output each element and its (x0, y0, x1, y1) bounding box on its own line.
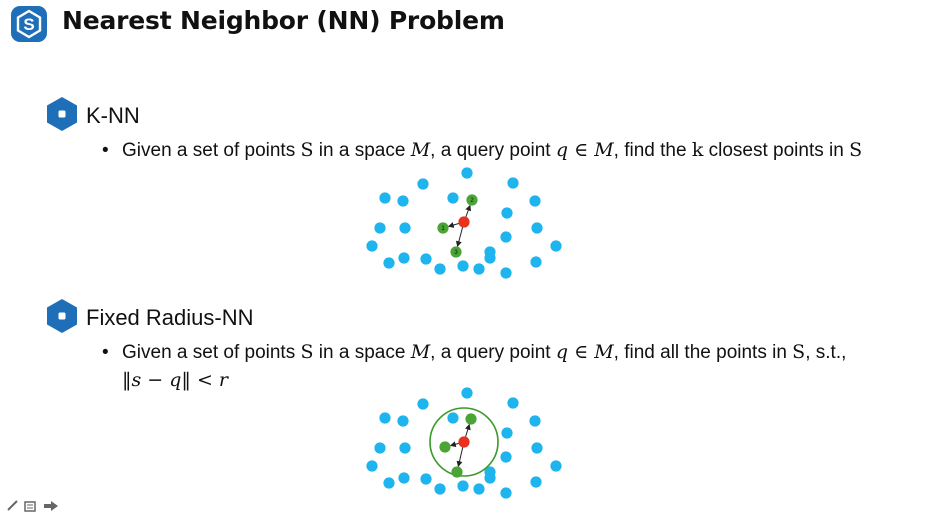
pen-icon[interactable] (8, 501, 17, 510)
data-point (550, 240, 561, 251)
neighbor-label: 3 (454, 250, 458, 257)
knn-bullet-text: • Given a set of points S in a space M, a query point q ∈ M, find the k closest points in S (102, 139, 863, 161)
data-point (484, 472, 495, 483)
knn-diagram (360, 165, 570, 280)
data-point (398, 472, 409, 483)
data-point (383, 477, 394, 488)
notes-icon[interactable] (25, 502, 35, 511)
data-point (529, 195, 540, 206)
section-heading-fixed-radius: Fixed Radius-NN (86, 305, 254, 330)
data-point (500, 267, 511, 278)
neighbor-point (465, 413, 476, 424)
data-point (531, 222, 542, 233)
neighbor-point (439, 441, 450, 452)
data-point (420, 253, 431, 264)
distance-condition: ‖s − q‖ < r (122, 369, 228, 391)
section-heading-knn: K-NN (86, 103, 140, 128)
data-point (398, 252, 409, 263)
data-point (374, 222, 385, 233)
data-point (531, 442, 542, 453)
data-point (417, 178, 428, 189)
data-point (500, 451, 511, 462)
data-point (457, 480, 468, 491)
neighbor-point (451, 466, 462, 477)
neighbor-label: 2 (470, 198, 474, 205)
data-point (366, 460, 377, 471)
data-point (383, 257, 394, 268)
slide-tools[interactable] (6, 498, 66, 512)
arrow-right-icon[interactable] (44, 501, 58, 511)
data-point (399, 222, 410, 233)
query-point (458, 436, 469, 447)
svg-text:S: S (23, 15, 35, 34)
data-point (500, 487, 511, 498)
data-point (379, 412, 390, 423)
data-point (374, 442, 385, 453)
data-point (461, 387, 472, 398)
data-point (447, 192, 458, 203)
data-point (530, 476, 541, 487)
query-point (458, 216, 469, 227)
data-point (529, 415, 540, 426)
data-point (507, 177, 518, 188)
frnn-bullet-text: • Given a set of points S in a space M, a query point q ∈ M, find all the points in S, s.t., (102, 341, 847, 363)
data-point (473, 263, 484, 274)
data-point (501, 427, 512, 438)
data-point (484, 252, 495, 263)
logo-icon (11, 6, 47, 42)
data-point (473, 483, 484, 494)
data-point (397, 415, 408, 426)
data-point (447, 412, 458, 423)
data-point (397, 195, 408, 206)
data-point (457, 260, 468, 271)
data-point (550, 460, 561, 471)
data-point (434, 263, 445, 274)
data-point (399, 442, 410, 453)
data-point (420, 473, 431, 484)
hexagon-bullet-icon (45, 298, 79, 334)
neighbor-label: 1 (441, 226, 445, 233)
fixed-radius-diagram (360, 385, 570, 500)
hexagon-bullet-icon (45, 96, 79, 132)
data-point (530, 256, 541, 267)
data-point (417, 398, 428, 409)
data-point (461, 167, 472, 178)
data-point (500, 231, 511, 242)
data-point (507, 397, 518, 408)
page-title: Nearest Neighbor (NN) Problem (62, 6, 505, 35)
data-point (434, 483, 445, 494)
data-point (379, 192, 390, 203)
data-point (501, 207, 512, 218)
data-point (366, 240, 377, 251)
